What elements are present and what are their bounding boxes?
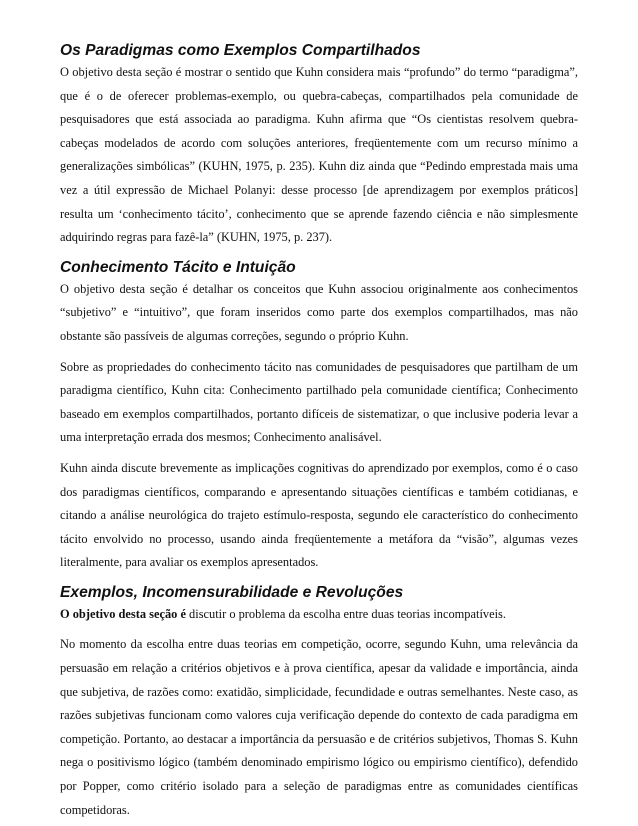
section-incomensurabilidade — [60, 582, 578, 822]
lead-text: discutir o problema da escolha entre duas teorias incompatíveis. — [185, 606, 506, 621]
section-conhecimento-tacito — [60, 257, 578, 575]
section-title: Os Paradigmas como Exemplos Compartilhados — [60, 42, 421, 59]
section-title: Conhecimento Tácito e Intuição — [60, 258, 296, 276]
section-title: Exemplos, Incomensurabilidade e Revoluções — [60, 583, 404, 601]
paragraph: O objetivo desta seção é detalhar os conceitos que Kuhn associou originalmente aos conhecimentos “subjetivo” e “intuitivo”, que foram inseridos como parte dos exemplos compartilhados, mas não obstante são passíveis de algumas correções, segundo o próprio Kuhn. — [60, 281, 578, 343]
lead-paragraph — [60, 603, 578, 627]
document-page — [60, 40, 578, 822]
paragraph: No momento da escolha entre duas teorias em competição, ocorre, segundo Kuhn, uma relevância da persuasão em relação a critérios objetivos e à prova científica, apesar da validade e importância, ainda que subjetiva, de razões como: exatidão, simplicidade, fecundidade e outras semelhantes. Neste caso, as razões subjetivas funcionam como valores cuja verificação depende do contexto de cada paradigma em competição. Portanto, ao destacar a importância da persuasão e de critérios subjetivos, Thomas S. Kuhn nega o positivismo lógico (também denominado empirismo lógico ou empirismo científico), defendido por Popper, como critério isolado para a seleção de paradigmas entre as comunidades científicas competidoras. — [60, 637, 578, 817]
paragraph: Sobre as propriedades do conhecimento tácito nas comunidades de pesquisadores que partilham de um paradigma científico, Kuhn cita: Conhecimento partilhado pela comunidade científica; Conhecimento baseado em exemplos compartilhados, portanto difíceis de sistematizar, o que inclusive poderia levar a uma interpretação errada dos mesmos; Conhecimento analisável. — [60, 359, 578, 445]
paragraph: O objetivo desta seção é mostrar o sentido que Kuhn considera mais “profundo” do termo “paradigma”, que é o de oferecer problemas-exemplo, ou quebra-cabeças, compartilhados pela comunidade de pesquisadores que está associada ao paradigma. Kuhn afirma que “Os cientistas resolvem quebra-cabeças modelados de acordo com soluções anteriores, freqüentemente com um recurso mínimo a generalizações simbólicas” (KUHN, 1975, p. 235). Kuhn diz ainda que “Pedindo emprestada mais uma vez a útil expressão de Michael Polanyi: desse processo [de aprendizagem por exemplos práticos] resulta um ‘conhecimento tácito’, conhecimento que se aprende fazendo ciência e não simplesmente adquirindo regras para fazê-la” (KUHN, 1975, p. 237). — [60, 65, 578, 245]
lead-bold-text: O objetivo desta seção é — [60, 606, 186, 621]
paragraph: Kuhn ainda discute brevemente as implicações cognitivas do aprendizado por exemplos, como é o caso dos paradigmas científicos, comparando e apresentando situações científicas e também cotidianas, e citando a análise neurológica do trajeto estímulo-resposta, segundo ele característico do conhecimento tácito envolvido no processo, usando ainda freqüentemente a metáfora da “visão”, algumas vezes literalmente, para avaliar os exemplos apresentados. — [60, 460, 578, 570]
section-paradigmas-exemplos — [60, 40, 578, 250]
